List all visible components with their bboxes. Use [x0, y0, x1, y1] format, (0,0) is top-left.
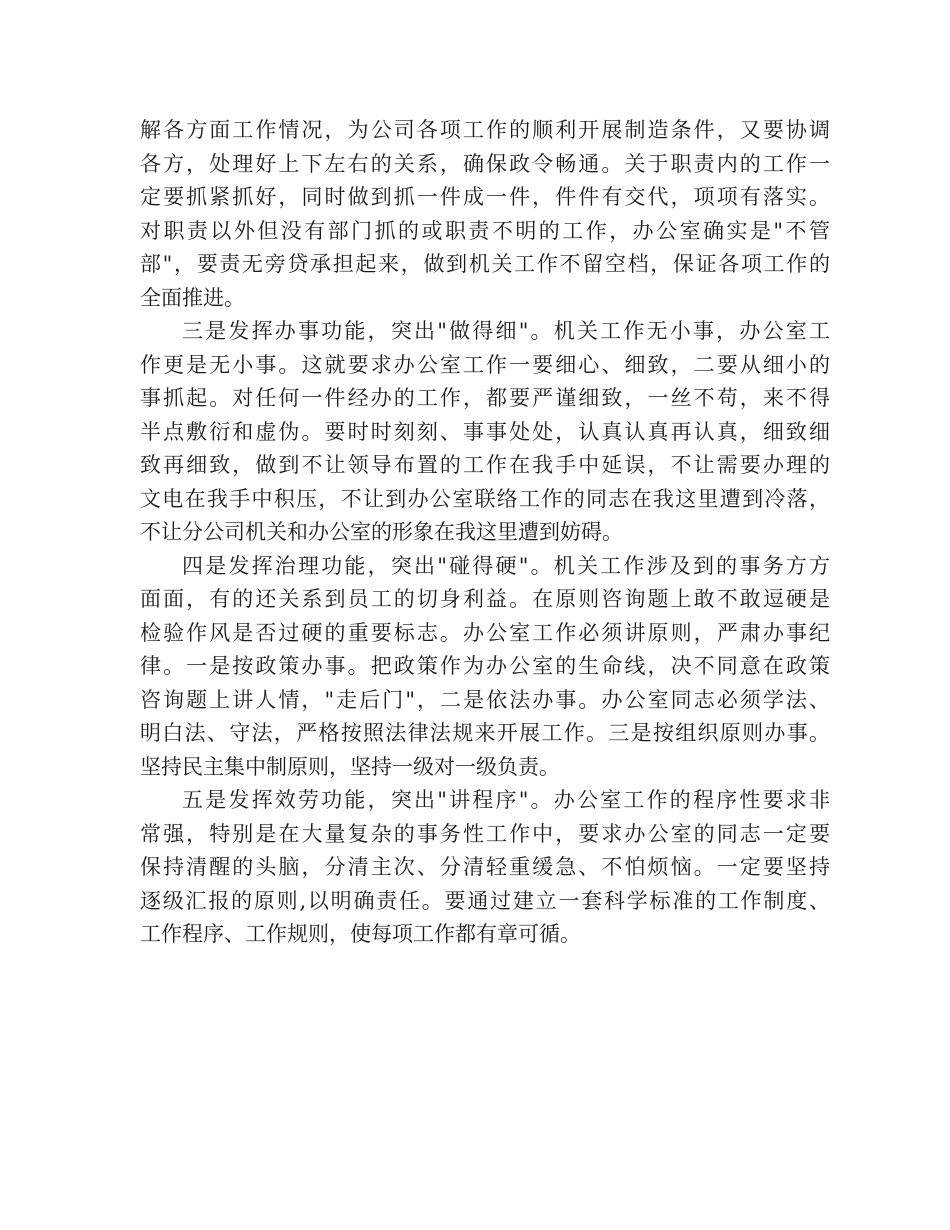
text-line: 半点敷衍和虚伪。要时时刻刻、事事处处，认真认真再认真，细致细 — [140, 419, 830, 444]
text-line: 部"，要责无旁贷承担起来，做到机关工作不留空档，保证各项工作的 — [140, 252, 830, 276]
text-line: 解各方面工作情况，为公司各项工作的顺利开展制造条件，又要协调 — [140, 118, 830, 142]
text-line: 律。一是按政策办事。把政策作为办公室的生命线，决不同意在政策 — [140, 654, 830, 678]
document-body — [140, 114, 830, 952]
text-line: 作更是无小事。这就要求办公室工作一要细心、细致，二要从细小的 — [140, 352, 830, 377]
text-line: 全面推进。 — [140, 285, 245, 310]
text-line: 致再细致，做到不让领导布置的工作在我手中延误，不让需要办理的 — [140, 453, 830, 477]
text-line: 对职责以外但没有部门抓的或职责不明的工作，办公室确实是"不管 — [140, 218, 830, 243]
text-line: 面面，有的还关系到员工的切身利益。在原则咨询题上敢不敢逗硬是 — [140, 587, 830, 611]
text-line: 检验作风是否过硬的重要标志。办公室工作必须讲原则，严肃办事纪 — [140, 620, 830, 645]
text-line: 工作程序、工作规则，使每项工作都有章可循。 — [140, 922, 581, 946]
text-line: 咨询题上讲人情，"走后门"，二是依法办事。办公室同志必须学法、 — [140, 687, 830, 712]
text-line: 文电在我手中积压，不让到办公室联络工作的同志在我这里遭到冷落， — [140, 486, 830, 511]
text-line: 保持清醒的头脑，分清主次、分清轻重缓急、不怕烦恼。一定要坚持 — [140, 855, 830, 879]
text-line: 常强，特别是在大量复杂的事务性工作中，要求办公室的同志一定要 — [140, 821, 830, 846]
text-line: 事抓起。对任何一件经办的工作，都要严谨细致，一丝不苟，来不得 — [140, 386, 830, 410]
text-line: 不让分公司机关和办公室的形象在我这里遭到妨碍。 — [140, 520, 623, 544]
text-line: 定要抓紧抓好，同时做到抓一件成一件，件件有交代，项项有落实。 — [140, 185, 830, 209]
text-line: 五是发挥效劳功能，突出"讲程序"。办公室工作的程序性要求非 — [182, 788, 830, 812]
text-line: 坚持民主集中制原则，坚持一级对一级负责。 — [140, 754, 560, 779]
text-line: 四是发挥治理功能，突出"碰得硬"。机关工作涉及到的事务方方 — [182, 553, 830, 578]
text-line: 明白法、守法，严格按照法律法规来开展工作。三是按组织原则办事。 — [140, 721, 830, 745]
text-line: 逐级汇报的原则,以明确责任。要通过建立一套科学标准的工作制度、 — [140, 888, 830, 913]
text-line: 各方，处理好上下左右的关系，确保政令畅通。关于职责内的工作一 — [140, 151, 830, 176]
text-line: 三是发挥办事功能，突出"做得细"。机关工作无小事，办公室工 — [182, 319, 830, 343]
